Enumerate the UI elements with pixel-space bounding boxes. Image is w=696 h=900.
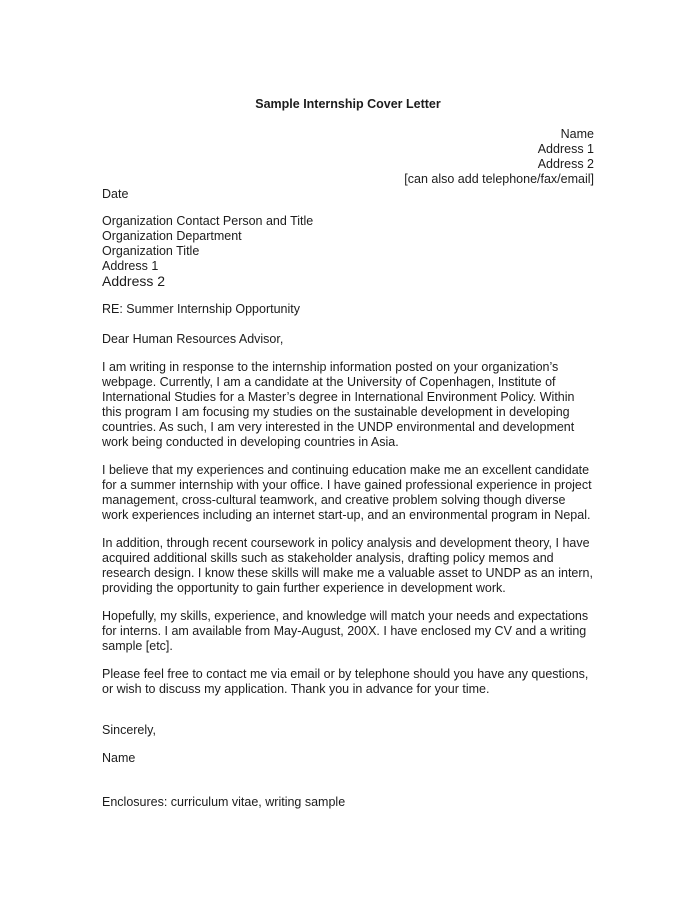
recipient-address2-line: Address 2	[102, 273, 166, 289]
body-paragraph-contact: Please feel free to contact me via email or by telephone should you have any questions, or wish to discuss my application. Thank you in advance for your time.	[102, 667, 589, 696]
body-paragraph-intro: I am writing in response to the internship information posted on your organization’s webpage. Currently, I am a candidate at the University of Copenhagen, Institute of International Studies for a Master’s degree in International Environment Policy. Within this program I am focusing my studies on the sustainable development in developing countries. As such, I am very interested in the UNDP environmental and development work being conducted in developing countries in Asia.	[102, 360, 575, 449]
recipient-org-title-line: Organization Title	[102, 244, 200, 258]
sender-address2-line: Address 2	[537, 157, 594, 171]
closing: Sincerely,	[102, 723, 156, 737]
letter-title: Sample Internship Cover Letter	[255, 97, 441, 111]
sender-address1-line: Address 1	[537, 142, 594, 156]
subject-line: RE: Summer Internship Opportunity	[102, 302, 300, 316]
sender-name-line: Name	[560, 127, 594, 141]
body-paragraph-experience: I believe that my experiences and continuing education make me an excellent candidate for a summer internship with your office. I have gained professional experience in project management, cross-cultural teamwork, and creative problem solving though diverse work experiences including an internet start-up, and an environmental program in Nepal.	[102, 463, 592, 522]
recipient-block	[102, 214, 594, 289]
recipient-address1-line: Address 1	[102, 259, 159, 273]
date-line: Date	[102, 187, 129, 201]
enclosures-line: Enclosures: curriculum vitae, writing sample	[102, 795, 346, 809]
body-paragraph-availability: Hopefully, my skills, experience, and knowledge will match your needs and expectations for interns. I am available from May-August, 200X. I have enclosed my CV and a writing sample [etc].	[102, 609, 589, 653]
sender-block	[102, 127, 594, 187]
recipient-department-line: Organization Department	[102, 229, 242, 243]
body-paragraph-skills: In addition, through recent coursework in policy analysis and development theory, I have acquired additional skills such as stakeholder analysis, drafting policy memos and research design. I know these skills will make me a valuable asset to UNDP as an intern, providing the opportunity to gain further experience in development work.	[102, 536, 593, 595]
signature-name: Name	[102, 751, 136, 765]
salutation: Dear Human Resources Advisor,	[102, 332, 284, 346]
sender-contact-note-line: [can also add telephone/fax/email]	[404, 172, 594, 186]
recipient-contact-line: Organization Contact Person and Title	[102, 214, 314, 228]
